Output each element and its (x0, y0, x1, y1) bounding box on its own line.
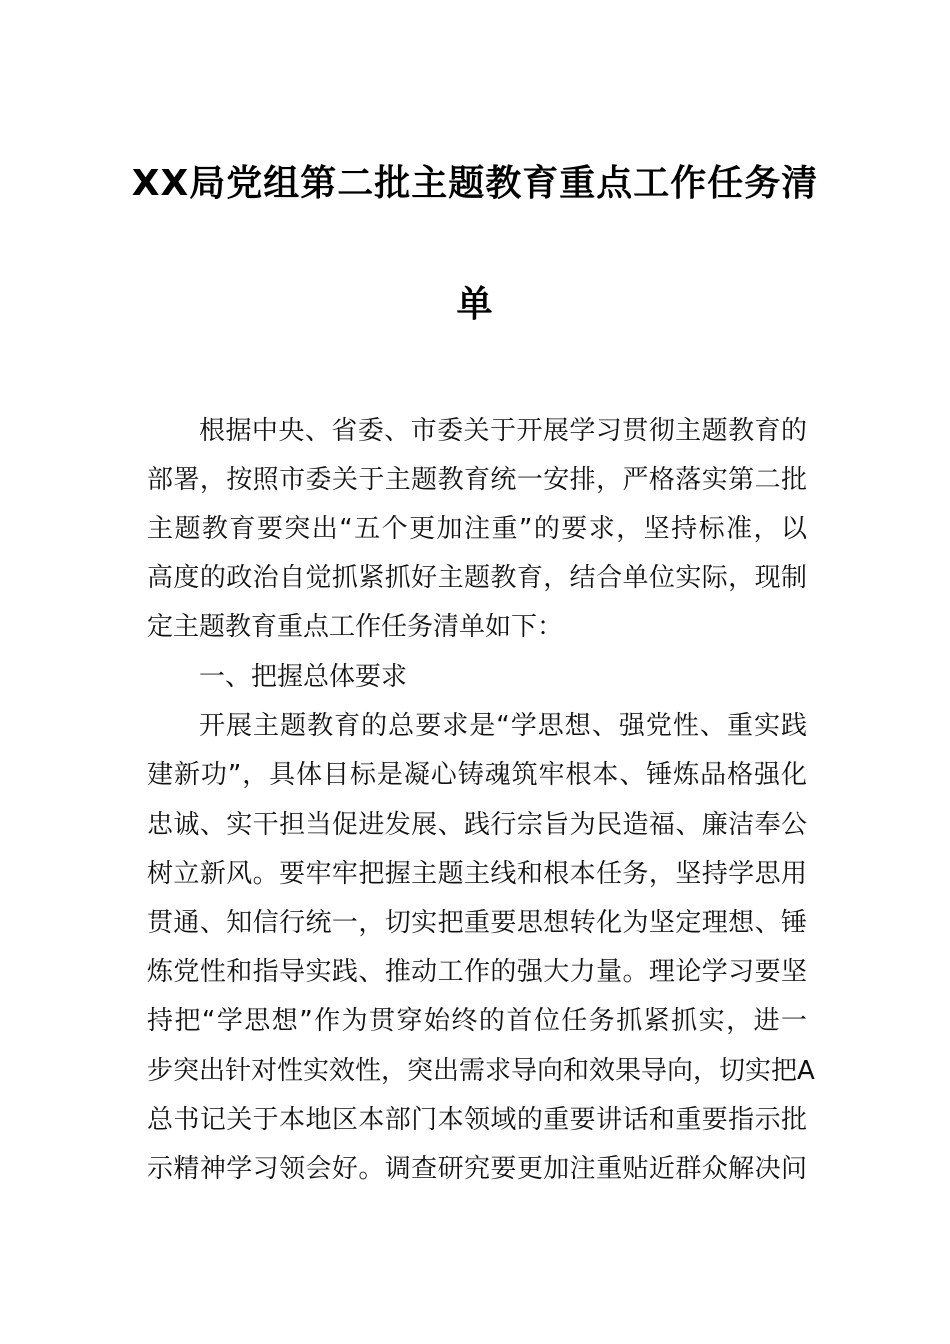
paragraph-line: 示精神学习领会好。调查研究要更加注重贴近群众解决问 (147, 1154, 807, 1184)
paragraph-line: 树立新风。要牢牢把握主题主线和根本任务，坚持学思用 (147, 859, 807, 889)
paragraph-line: 部署，按照市委关于主题教育统一安排，严格落实第二批 (147, 465, 807, 495)
document-title: XX局党组第二批主题教育重点工作任务清 (131, 163, 819, 204)
paragraph-line: 开展主题教育的总要求是“学思想、强党性、重实践 (199, 711, 807, 741)
paragraph-line: 忠诚、实干担当促进发展、践行宗旨为民造福、廉洁奉公 (147, 810, 807, 840)
paragraph-line: 根据中央、省委、市委关于开展学习贯彻主题教育的 (199, 416, 807, 446)
paragraph-line: 定主题教育重点工作任务清单如下： (147, 612, 564, 642)
paragraph-line: 高度的政治自觉抓紧抓好主题教育，结合单位实际，现制 (147, 563, 807, 593)
section-heading: 一、把握总体要求 (199, 662, 408, 692)
paragraph-line: 主题教育要突出“五个更加注重”的要求，坚持标准，以 (147, 514, 807, 544)
paragraph-line: 建新功”，具体目标是凝心铸魂筑牢根本、锤炼品格强化 (147, 760, 807, 790)
paragraph-line: 步突出针对性实效性，突出需求导向和效果导向，切实把A (147, 1056, 815, 1086)
paragraph-line: 持把“学思想”作为贯穿始终的首位任务抓紧抓实，进一 (147, 1006, 807, 1036)
document-title-continued: 单 (456, 284, 494, 325)
paragraph-line: 炼党性和指导实践、推动工作的强大力量。理论学习要坚 (147, 957, 807, 987)
paragraph-line: 贯通、知信行统一，切实把重要思想转化为坚定理想、锤 (147, 908, 807, 938)
paragraph-line: 总书记关于本地区本部门本领域的重要讲话和重要指示批 (147, 1105, 807, 1135)
